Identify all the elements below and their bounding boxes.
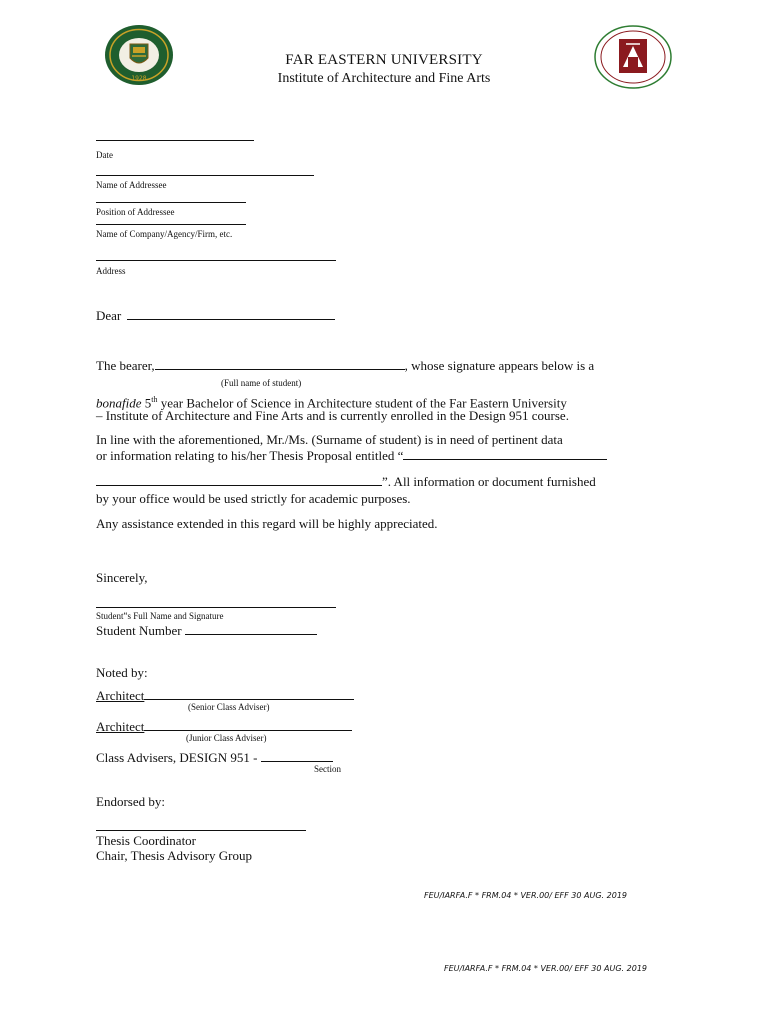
form-code-footer-2: FEU/IARFA.F * FRM.04 * VER.00/ EFF 30 AUG. 2019 [444, 964, 647, 973]
left-seal-year: 1928 [131, 75, 147, 82]
class-advisers-row [96, 749, 333, 766]
senior-adviser-caption: (Senior Class Adviser) [188, 702, 270, 712]
year-number: 5 [144, 395, 152, 411]
company-line[interactable] [96, 224, 246, 225]
para3-line1 [96, 473, 696, 490]
thesis-chair: Chair, Thesis Advisory Group [96, 848, 252, 863]
full-name-caption: (Full name of student) [221, 378, 302, 388]
bearer-line [96, 357, 656, 374]
thesis-title-blank-1[interactable] [403, 447, 607, 460]
company-label: Name of Company/Agency/Firm, etc. [96, 229, 233, 239]
bearer-end: , whose signature appears below is a [404, 358, 595, 373]
thesis-coordinator: Thesis Coordinator [96, 833, 197, 848]
student-number-blank[interactable] [185, 622, 317, 635]
address-line[interactable] [96, 260, 336, 261]
date-label: Date [96, 150, 113, 160]
para3-line2: by your office would be used strictly for academic purposes. [96, 491, 411, 506]
student-signature-line[interactable] [96, 607, 336, 608]
thesis-title-blank-2[interactable] [96, 473, 382, 486]
para3-rest: ”. All information or document furnished [382, 474, 596, 489]
para2-line2 [96, 447, 696, 464]
section-caption: Section [314, 764, 341, 774]
student-signature-caption: Student‟s Full Name and Signature [96, 611, 224, 621]
address-label: Address [96, 266, 126, 276]
student-number-row [96, 622, 317, 639]
year-suffix: th [151, 395, 158, 404]
addressee-position-line[interactable] [96, 202, 246, 203]
student-name-blank[interactable] [155, 357, 405, 370]
form-code-footer-1: FEU/IARFA.F * FRM.04 * VER.00/ EFF 30 AUG. 2019 [424, 891, 627, 900]
senior-adviser-blank[interactable] [144, 687, 354, 700]
sincerely: Sincerely, [96, 570, 148, 585]
para2-line1: In line with the aforementioned, Mr./Ms. (Surname of student) is in need of pertinent data [96, 432, 563, 447]
architect2-label: Architect [96, 719, 145, 734]
date-line[interactable] [96, 140, 254, 141]
junior-adviser-blank[interactable] [144, 718, 352, 731]
endorsed-by: Endorsed by: [96, 794, 165, 809]
student-number-label: Student Number [96, 623, 182, 638]
bonafide-text: bonafide [96, 395, 142, 411]
coordinator-signature-line[interactable] [96, 830, 306, 831]
dear-blank[interactable] [127, 307, 335, 320]
junior-adviser-caption: (Junior Class Adviser) [186, 733, 267, 743]
class-advisers-label: Class Advisers, DESIGN 951 - [96, 750, 258, 765]
program-rest: year Bachelor of Science in Architecture student of the Far Eastern University [157, 395, 567, 411]
noted-by: Noted by: [96, 665, 148, 680]
architect1-label: Architect [96, 688, 145, 703]
section-blank[interactable] [261, 749, 333, 762]
para4: Any assistance extended in this regard will be highly appreciated. [96, 516, 438, 531]
institute-name: Institute of Architecture and Fine Arts [277, 71, 491, 86]
university-name: FAR EASTERN UNIVERSITY [285, 52, 483, 68]
addressee-name-line[interactable] [96, 175, 314, 176]
bearer-start: The bearer, [96, 358, 155, 373]
addressee-position-label: Position of Addressee [96, 207, 175, 217]
thesis-intro: or information relating to his/her Thesis Proposal entitled “ [96, 448, 404, 463]
dear-label: Dear [96, 308, 122, 323]
salutation [96, 307, 335, 324]
enrollment-line: – Institute of Architecture and Fine Arts and is currently enrolled in the Design 951 course. [96, 408, 569, 423]
addressee-name-label: Name of Addressee [96, 180, 167, 190]
